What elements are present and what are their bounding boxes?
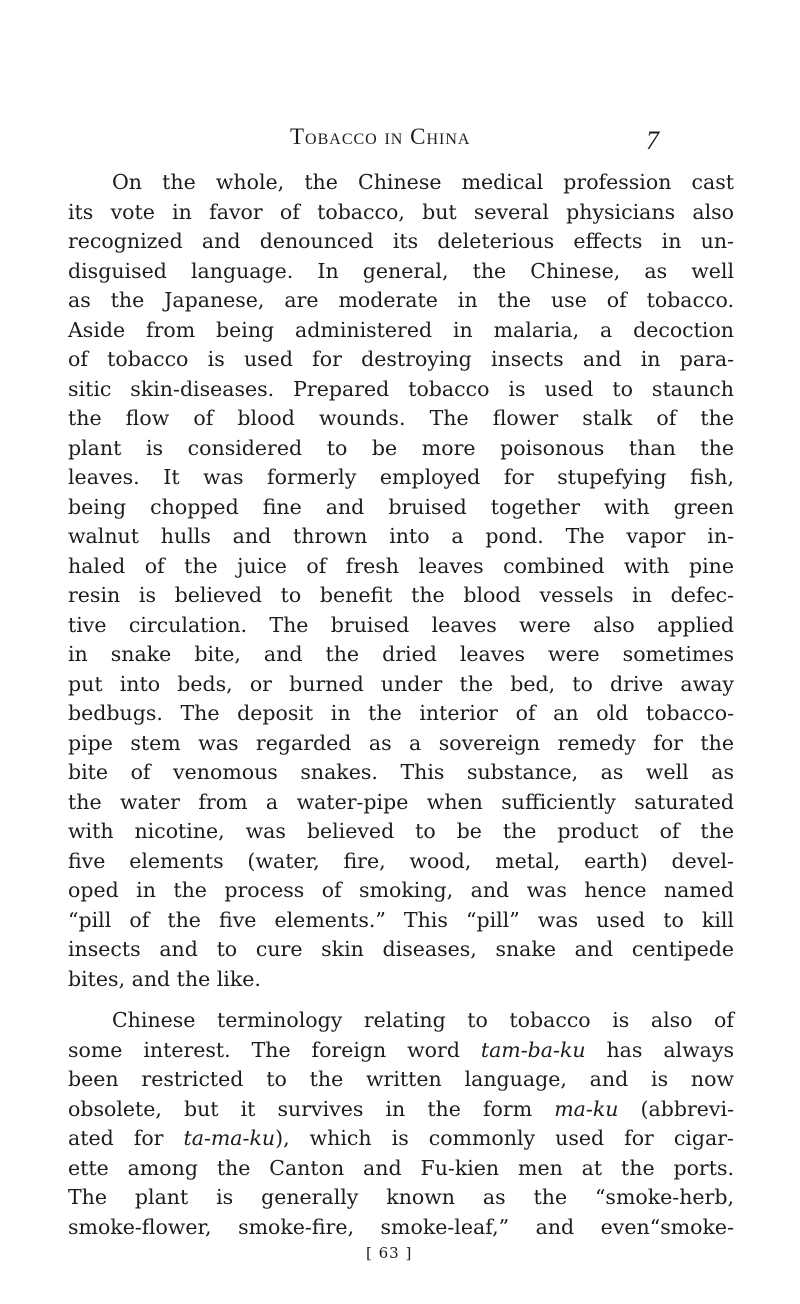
paragraph-1 (68, 168, 734, 994)
paragraph-gap (68, 994, 734, 1006)
text-line: the water from a water-pipe when sufficiently saturated (68, 789, 734, 814)
text-line: pipe stem was regarded as a sovereign remedy for the (68, 730, 734, 755)
paragraph-2 (68, 1006, 734, 1242)
text-line: “pill of the five elements.” This “pill” was used to kill (68, 907, 734, 932)
text-line: bedbugs. The deposit in the interior of an old tobacco- (68, 701, 734, 725)
text-line: leaves. It was formerly employed for stupefying fish, (68, 465, 734, 489)
page-folio: [ 63 ] (366, 1244, 413, 1262)
text-line: as the Japanese, are moderate in the use of tobacco. (68, 288, 734, 312)
body-text (68, 168, 734, 1242)
text-line: walnut hulls and thrown into a pond. The vapor in- (68, 524, 734, 548)
text-line: with nicotine, was believed to be the product of the (68, 819, 734, 843)
running-title: Tobacco in China (290, 124, 471, 149)
text-line: put into beds, or burned under the bed, to drive away (68, 671, 734, 696)
text-line: sitic skin-diseases. Prepared tobacco is used to staunch (68, 376, 734, 401)
text-line: of tobacco is used for destroying insects and in para- (68, 347, 734, 371)
text-line: haled of the juice of fresh leaves combined with pine (68, 553, 734, 578)
text-line: some interest. The foreign word tam-ba-ku has always (68, 1037, 734, 1062)
page-number: 7 (646, 126, 659, 155)
text-line: insects and to cure skin diseases, snake and centipede (68, 937, 734, 961)
text-line: tive circulation. The bruised leaves were also applied (68, 612, 734, 637)
text-line: Aside from being administered in malaria, a decoction (68, 317, 734, 342)
text-line: its vote in favor of tobacco, but several physicians also (68, 199, 734, 224)
text-line: plant is considered to be more poisonous than the (68, 435, 734, 460)
text-line: being chopped fine and bruised together with green (68, 494, 734, 519)
text-line: ated for ta-ma-ku), which is commonly used for cigar- (68, 1126, 734, 1150)
text-line: The plant is generally known as the “smoke-herb, (68, 1185, 734, 1209)
text-line: the flow of blood wounds. The flower stalk of the (68, 406, 734, 430)
text-line: bite of venomous snakes. This substance, as well as (68, 760, 734, 784)
text-line: five elements (water, fire, wood, metal, earth) devel- (68, 848, 734, 873)
text-line: resin is believed to benefit the blood vessels in defec- (68, 583, 734, 607)
text-line: smoke-flower, smoke-fire, smoke-leaf,” and even“smoke- (68, 1214, 734, 1239)
text-line: obsolete, but it survives in the form ma-ku (abbrevi- (68, 1096, 734, 1121)
text-line: On the whole, the Chinese medical profession cast (112, 170, 734, 194)
text-line: bites, and the like. (68, 966, 261, 991)
text-line: been restricted to the written language, and is now (68, 1067, 734, 1091)
text-line: ette among the Canton and Fu-kien men at the ports. (68, 1155, 734, 1180)
text-line: Chinese terminology relating to tobacco is also of (112, 1008, 734, 1032)
text-line: disguised language. In general, the Chinese, as well (68, 258, 734, 283)
text-line: oped in the process of smoking, and was hence named (68, 878, 734, 902)
text-line: recognized and denounced its deleterious effects in un- (68, 229, 734, 253)
text-line: in snake bite, and the dried leaves were sometimes (68, 642, 734, 666)
running-head (226, 122, 659, 162)
